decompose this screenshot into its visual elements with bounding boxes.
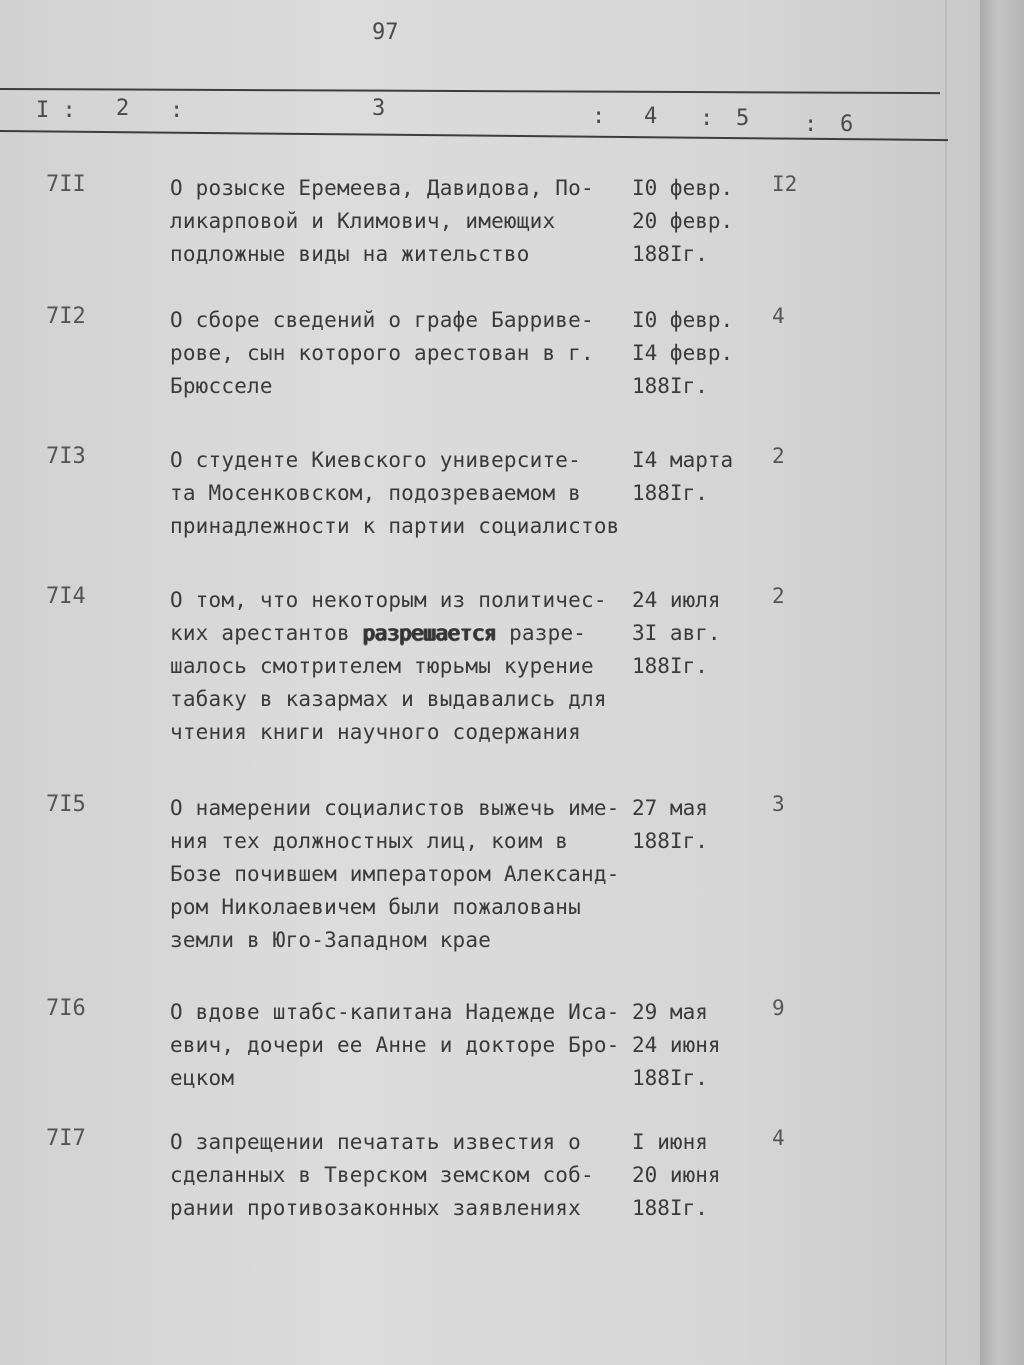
column-header-2-separator: : xyxy=(170,98,184,123)
header-rule-top xyxy=(0,88,940,94)
case-description xyxy=(170,304,640,403)
description-line: рании противозаконных заявлениях xyxy=(170,1196,581,1220)
column-header-6-separator: : xyxy=(804,112,818,137)
date-line: 27 мая xyxy=(632,796,708,820)
case-number: 7I7 xyxy=(46,1126,86,1151)
case-number: 7I4 xyxy=(46,584,86,609)
date-line: 24 июля xyxy=(632,588,721,612)
date-line: 188Iг. xyxy=(632,242,708,266)
date-line: 188Iг. xyxy=(632,654,708,678)
case-dates xyxy=(632,172,762,271)
column-header-1: I : xyxy=(36,98,76,123)
sheet-count: 4 xyxy=(772,1126,785,1150)
column-header-6: 6 xyxy=(840,112,854,137)
column-header-2: 2 xyxy=(116,96,130,121)
date-line: I0 февр. xyxy=(632,308,734,332)
case-dates xyxy=(632,1126,762,1225)
description-line-suffix: разре- xyxy=(496,621,587,645)
date-line: 29 мая xyxy=(632,1000,708,1024)
description-line: Бозе почившем императором Александ- xyxy=(170,862,620,886)
description-line: О розыске Еремеева, Давидова, По- xyxy=(170,176,594,200)
case-number: 7II xyxy=(46,172,86,197)
case-dates xyxy=(632,304,762,403)
case-description xyxy=(170,792,640,957)
sheet-count: 2 xyxy=(772,584,785,608)
description-line: ецком xyxy=(170,1066,235,1090)
case-dates xyxy=(632,996,762,1095)
case-number: 7I6 xyxy=(46,996,86,1021)
description-line: О сборе сведений о графе Барриве- xyxy=(170,308,594,332)
case-description xyxy=(170,172,640,271)
description-line: О студенте Киевского университе- xyxy=(170,448,581,472)
case-number: 7I3 xyxy=(46,444,86,469)
case-description xyxy=(170,444,640,543)
column-header-4-separator: : xyxy=(592,104,606,129)
description-line: та Мосенковском, подозреваемом в xyxy=(170,481,581,505)
sheet-count: I2 xyxy=(772,172,798,196)
page-edge-line xyxy=(945,0,947,1365)
description-line: земли в Юго-Западном крае xyxy=(170,928,492,952)
sheet-count: 3 xyxy=(772,792,785,816)
case-description xyxy=(170,1126,640,1225)
date-line: 188Iг. xyxy=(632,1066,708,1090)
description-line: чтения книги научного содержания xyxy=(170,720,581,744)
description-line xyxy=(170,617,640,650)
date-line: 188Iг. xyxy=(632,829,708,853)
description-line-prefix: ких арестантов xyxy=(170,621,363,645)
case-dates xyxy=(632,792,762,858)
struck-out-word: разрешается xyxy=(362,621,497,645)
date-line: I4 февр. xyxy=(632,341,734,365)
description-line: О том, что некоторым из политичес- xyxy=(170,588,607,612)
description-line: Брюсселе xyxy=(170,374,273,398)
column-header-3: 3 xyxy=(372,96,386,121)
description-line: О намерении социалистов выжечь име- xyxy=(170,796,620,820)
description-line: ния тех должностных лиц, коим в xyxy=(170,829,569,853)
sheet-count: 2 xyxy=(772,444,785,468)
page-number: 97 xyxy=(372,20,399,45)
description-line: ром Николаевичем были пожалованы xyxy=(170,895,581,919)
description-line: О вдове штабс-капитана Надежде Иса- xyxy=(170,1000,620,1024)
case-description xyxy=(170,996,640,1095)
description-line: шалось смотрителем тюрьмы курение xyxy=(170,654,594,678)
background-edge xyxy=(980,0,1024,1365)
date-line: 188Iг. xyxy=(632,374,708,398)
date-line: 188Iг. xyxy=(632,481,708,505)
description-line: принадлежности к партии социалистов xyxy=(170,514,620,538)
column-header-5-separator: : xyxy=(700,106,714,131)
case-description xyxy=(170,584,640,749)
description-line: табаку в казармах и выдавались для xyxy=(170,687,607,711)
case-number: 7I5 xyxy=(46,792,86,817)
date-line: 188Iг. xyxy=(632,1196,708,1220)
case-dates xyxy=(632,444,762,510)
date-line: I0 февр. xyxy=(632,176,734,200)
description-line: О запрещении печатать известия о xyxy=(170,1130,581,1154)
description-line: рове, сын которого арестован в г. xyxy=(170,341,594,365)
case-number: 7I2 xyxy=(46,304,86,329)
column-header-5: 5 xyxy=(736,106,750,131)
date-line: 20 июня xyxy=(632,1163,721,1187)
sheet-count: 9 xyxy=(772,996,785,1020)
sheet-count: 4 xyxy=(772,304,785,328)
description-line: сделанных в Тверском земском соб- xyxy=(170,1163,594,1187)
case-dates xyxy=(632,584,762,683)
date-line: I июня xyxy=(632,1130,708,1154)
column-header-4: 4 xyxy=(644,104,658,129)
date-line: 20 февр. xyxy=(632,209,734,233)
date-line: 3I авг. xyxy=(632,621,721,645)
date-line: 24 июня xyxy=(632,1033,721,1057)
description-line: евич, дочери ее Анне и докторе Бро- xyxy=(170,1033,620,1057)
description-line: подложные виды на жительство xyxy=(170,242,530,266)
date-line: I4 марта xyxy=(632,448,734,472)
description-line: ликарповой и Климович, имеющих xyxy=(170,209,556,233)
